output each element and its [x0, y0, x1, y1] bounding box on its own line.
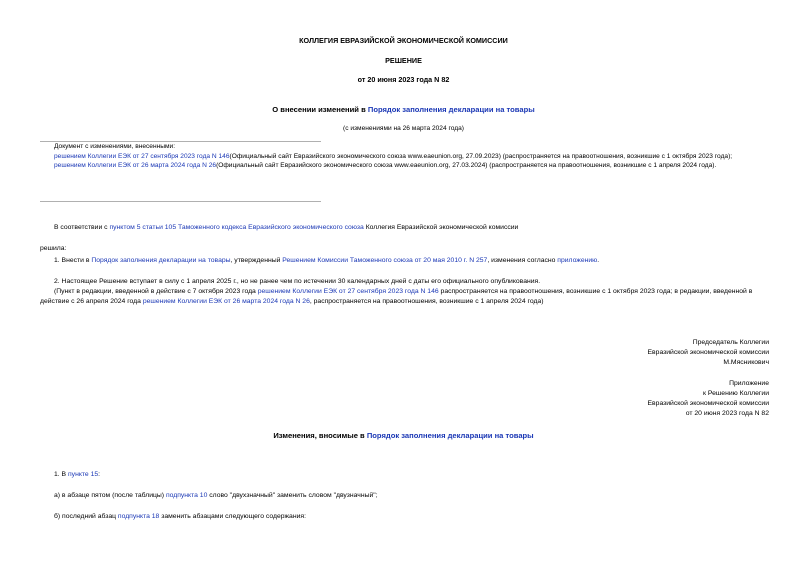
changes-intro: Документ с изменениями, внесенными:	[54, 143, 176, 150]
appendix-line-3: Евразийской экономической комиссии	[647, 399, 769, 407]
item-2-note-text-1: (Пункт в редакции, введенной в действие с 7 октября 2023 года	[54, 288, 258, 295]
item-1-link-2[interactable]: Решением Комиссии Таможенного союза от 20 мая 2010 г. N 257	[282, 257, 488, 264]
item-2-note-text-2: распространяется на правоотношения, возникшие с 1 октября 2023 года; в редакции, введенной в действие с 26 апреля 2024 года	[40, 288, 753, 305]
change-1-link[interactable]: пункте 15	[67, 471, 99, 478]
change-item-b	[40, 512, 768, 522]
divider-bottom	[40, 201, 321, 202]
change-1-text-2: :	[98, 471, 101, 478]
item-1-text-4: .	[597, 257, 600, 264]
changes-block	[40, 142, 768, 171]
changes-item-1	[40, 152, 768, 162]
item-2-note-link-2[interactable]: решением Коллегии ЕЭК от 26 марта 2024 года N 26	[142, 297, 310, 305]
item-1-text-1: 1. Внести в	[54, 257, 92, 264]
doc-type-heading: РЕШЕНИЕ	[385, 56, 422, 65]
appendix-line-2: к Решению Коллегии	[702, 389, 769, 397]
preamble-link[interactable]: пунктом 5 статьи 105 Таможенного кодекса Евразийского экономического союза	[109, 224, 364, 231]
document-title	[0, 104, 807, 115]
signature-line-1: Председатель Коллегии	[692, 339, 769, 346]
item-2: 2. Настоящее Решение вступает в силу с 1 апреля 2025 г., но не ранее чем по истечении 30 календарных дней с даты его официального опубликования.	[54, 278, 541, 285]
changes-item-2-link[interactable]: решением Коллегии ЕЭК от 26 марта 2024 года N 26	[54, 162, 217, 170]
signature-block	[648, 338, 769, 368]
changes-title-link[interactable]: Порядок заполнения декларации на товары	[366, 431, 534, 440]
change-1-text-1: 1. В	[54, 471, 68, 478]
appendix-line-1: Приложение	[729, 380, 769, 387]
appendix-line-4: от 20 июня 2023 года N 82	[685, 409, 769, 417]
amended-note: (с изменениями на 26 марта 2024 года)	[343, 125, 464, 132]
item-1-link-1[interactable]: Порядок заполнения декларации на товары	[91, 257, 231, 264]
item-1-link-3[interactable]: приложению	[557, 257, 598, 264]
preamble-text-2: Коллегия Евразийской экономической комиссии	[363, 224, 519, 231]
changes-item-1-link[interactable]: решением Коллегии ЕЭК от 27 сентября 2023 года N 146	[54, 152, 230, 160]
change-item-a	[40, 491, 768, 501]
title-prefix: О внесении изменений в	[272, 105, 368, 114]
item-1-text-2: , утвержденный	[230, 257, 283, 264]
item-2-note-text-3: , распространяется на правоотношения, возникшие с 1 апреля 2024 года)	[309, 297, 544, 305]
preamble	[40, 223, 768, 233]
changes-item-2-text: (Официальный сайт Евразийского экономического союза www.eaeunion.org, 27.03.2024) (распространяется на правоотношения, возникшие с 1 апреля 2024 года).	[216, 162, 717, 170]
changes-title-prefix: Изменения, вносимые в	[273, 431, 367, 440]
decided-text: решила:	[40, 245, 67, 252]
changes-item-1-text: (Официальный сайт Евразийского экономического союза www.eaeunion.org, 27.09.2023) (распространяется на правоотношения, возникшие с 1 октября 2023 года);	[229, 152, 733, 160]
date-number-heading: от 20 июня 2023 года N 82	[357, 75, 450, 84]
item-2-note	[40, 287, 768, 307]
change-a-link[interactable]: подпункта 10	[165, 492, 208, 499]
org-heading: КОЛЛЕГИЯ ЕВРАЗИЙСКОЙ ЭКОНОМИЧЕСКОЙ КОМИССИИ	[299, 36, 508, 45]
item-2-note-link-1[interactable]: решением Коллегии ЕЭК от 27 сентября 2023 года N 146	[257, 288, 439, 295]
change-a-text-2: слово "двухзначный" заменить словом "двузначный";	[207, 492, 378, 499]
signature-line-2: Евразийской экономической комиссии	[647, 348, 769, 356]
changes-title	[0, 430, 807, 441]
change-b-link[interactable]: подпункта 18	[117, 513, 160, 520]
item-1	[40, 256, 768, 266]
change-b-text-1: б) последний абзац	[54, 513, 118, 520]
title-link[interactable]: Порядок заполнения декларации на товары	[367, 105, 535, 114]
item-1-text-3: , изменения согласно	[487, 257, 558, 264]
appendix-block	[648, 379, 769, 418]
changes-item-2	[40, 161, 768, 171]
preamble-text-1: В соответствии с	[54, 224, 110, 231]
signature-line-3: М.Мясникович	[723, 358, 769, 366]
change-item-1	[40, 470, 768, 480]
change-a-text-1: а) в абзаце пятом (после таблицы)	[54, 492, 166, 499]
change-b-text-2: заменить абзацами следующего содержания:	[159, 513, 306, 520]
